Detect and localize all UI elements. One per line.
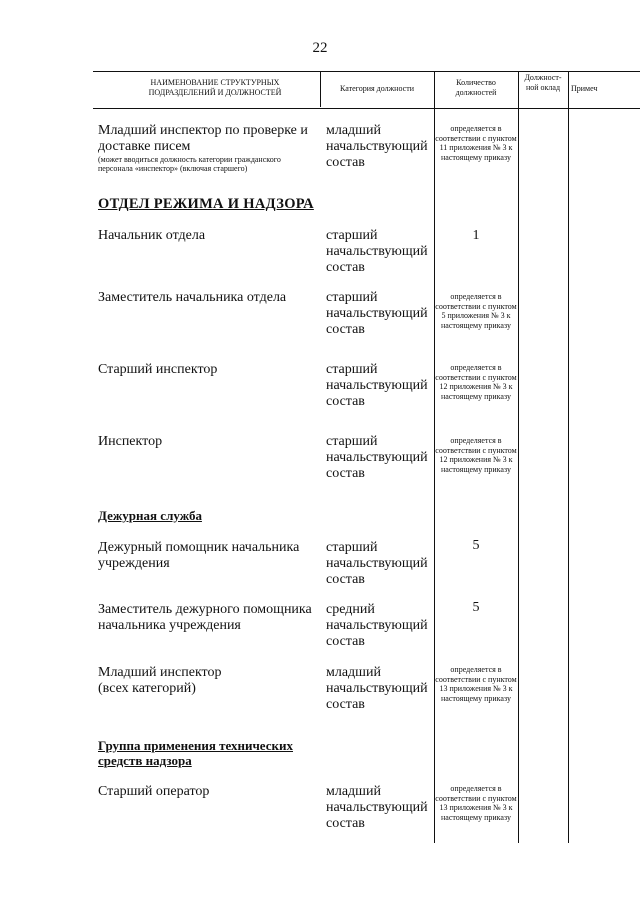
position-count: определяется в соответствии с пунктом 13 приложения № 3 к настоящему приказу — [435, 665, 517, 703]
position-count: определяется в соответствии с пунктом 12 приложения № 3 к настоящему приказу — [435, 436, 517, 474]
position-category: старший начальствующий состав — [326, 362, 428, 409]
position-count: определяется в соответствии с пунктом 5 приложения № 3 к настоящему приказу — [435, 292, 517, 330]
section-heading: ОТДЕЛ РЕЖИМА И НАДЗОРА — [98, 196, 314, 212]
page-number: 22 — [312, 40, 328, 56]
position-name: Заместитель начальника отдела — [98, 290, 287, 305]
position-category: старший начальствующий состав — [326, 540, 428, 587]
column-divider — [518, 71, 519, 843]
position-name: Дежурный помощник начальника учреждения — [98, 540, 300, 571]
position-name: Инспектор — [98, 434, 163, 449]
position-name: Старший оператор — [98, 784, 210, 799]
position-count: определяется в соответствии с пунктом 11 приложения № 3 к настоящему приказу — [435, 124, 517, 162]
position-count: 1 — [472, 228, 480, 243]
position-name: Младший инспектор по проверке и доставке писем (может вводиться должность категории гражданского персонала «инспектор» (включая старшего) — [98, 123, 313, 173]
column-divider — [320, 71, 321, 107]
position-count: определяется в соответствии с пунктом 13 приложения № 3 к настоящему приказу — [435, 784, 517, 822]
section-heading: Группа применения технических средств надзора — [98, 738, 293, 768]
header-col-salary: Должност-ной оклад — [524, 73, 562, 92]
position-category: младший начальствующий состав — [326, 123, 428, 170]
position-name: Старший инспектор — [98, 362, 218, 377]
section-heading: Дежурная служба — [98, 508, 202, 523]
position-category: старший начальствующий состав — [326, 228, 428, 275]
header-col-name: НАИМЕНОВАНИЕ СТРУКТУРНЫХ ПОДРАЗДЕЛЕНИЙ И ДОЛЖНОСТЕЙ — [148, 78, 282, 97]
position-name: Начальник отдела — [98, 228, 206, 243]
position-count: 5 — [472, 600, 480, 615]
position-category: младший начальствующий состав — [326, 665, 428, 712]
header-col-category: Категория должности — [340, 84, 414, 93]
position-category: младший начальствующий состав — [326, 784, 428, 831]
position-name: Заместитель дежурного помощника начальника учреждения — [98, 602, 312, 633]
column-divider — [568, 71, 569, 843]
header-col-notes: Примеч — [571, 84, 598, 93]
position-category: старший начальствующий состав — [326, 290, 428, 337]
position-category: старший начальствующий состав — [326, 434, 428, 481]
position-count: определяется в соответствии с пунктом 12 приложения № 3 к настоящему приказу — [435, 363, 517, 401]
position-name: Младший инспектор (всех категорий) — [98, 665, 222, 696]
position-category: средний начальствующий состав — [326, 602, 428, 649]
position-count: 5 — [472, 538, 480, 553]
header-col-count: Количество должностей — [455, 78, 497, 97]
position-note: (может вводиться должность категории гражданского персонала «инспектор» (включая старшего) — [98, 155, 281, 173]
